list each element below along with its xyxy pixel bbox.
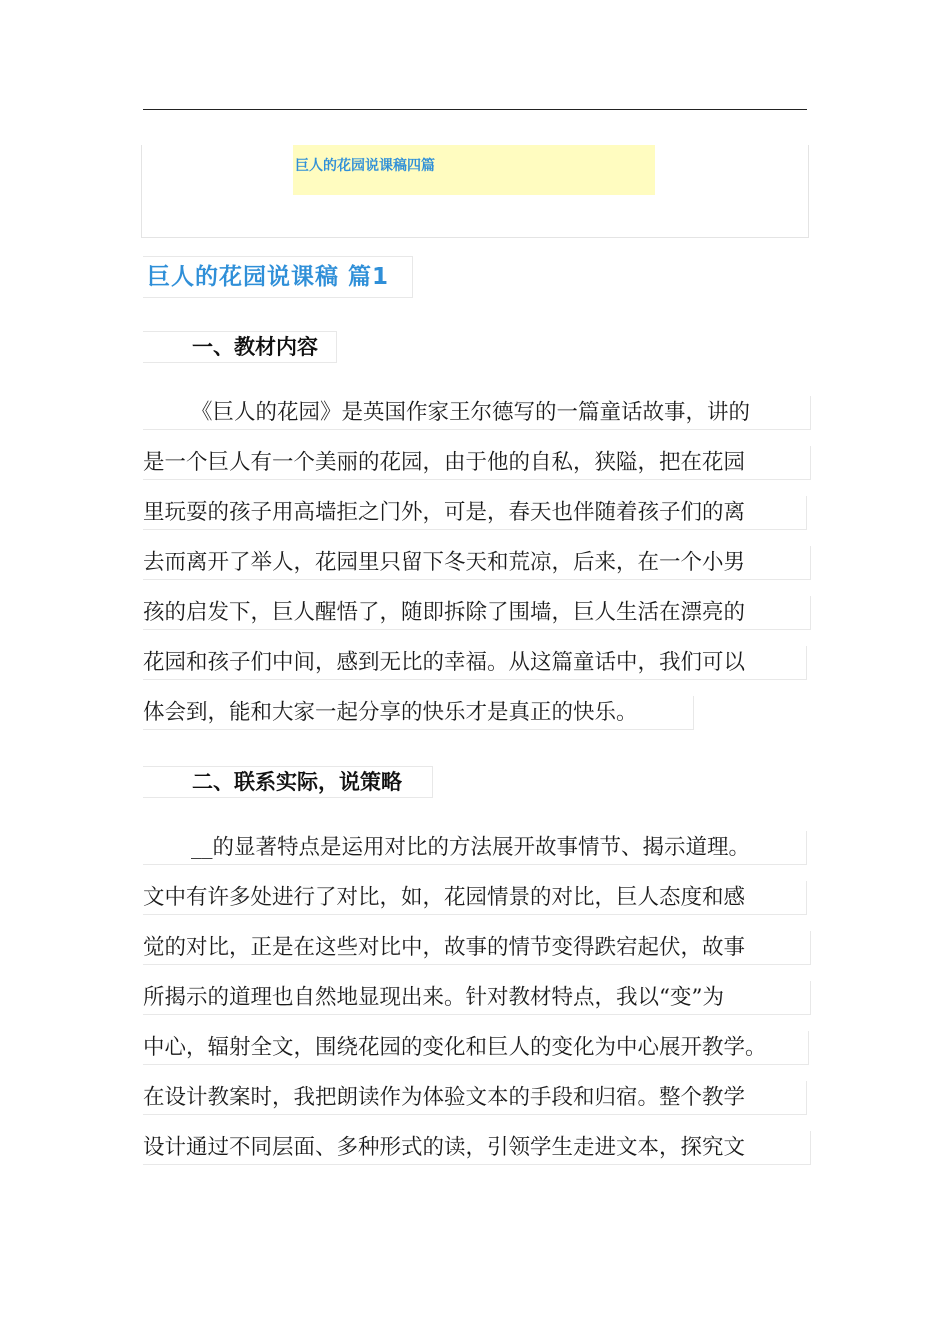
paragraph-line: 觉的对比，正是在这些对比中，故事的情节变得跌宕起伏，故事 — [143, 931, 811, 965]
heading-strategy: 二、联系实际，说策略 — [143, 766, 433, 798]
paragraph-line: 是一个巨人有一个美丽的花园，由于他的自私，狭隘，把在花园 — [143, 446, 811, 480]
section-title: 巨人的花园说课稿 篇1 — [143, 256, 413, 298]
paragraph-line: 里玩耍的孩子用高墙拒之门外，可是，春天也伴随着孩子们的离 — [143, 496, 807, 530]
paragraph-line: __的显著特点是运用对比的方法展开故事情节、揭示道理。 — [143, 831, 807, 865]
paragraph-line: 设计通过不同层面、多种形式的读，引领学生走进文本，探究文 — [143, 1131, 811, 1165]
paragraph-line: 在设计教案时，我把朗读作为体验文本的手段和归宿。整个教学 — [143, 1081, 807, 1115]
paragraph-line: 所揭示的道理也自然地显现出来。针对教材特点，我以“变”为 — [143, 981, 811, 1015]
paragraph-line: 去而离开了举人，花园里只留下冬天和荒凉，后来，在一个小男 — [143, 546, 811, 580]
paragraph-line: 花园和孩子们中间，感到无比的幸福。从这篇童话中，我们可以 — [143, 646, 807, 680]
paragraph-line: 孩的启发下，巨人醒悟了，随即拆除了围墙，巨人生活在漂亮的 — [143, 596, 811, 630]
paragraph-line: 体会到，能和大家一起分享的快乐才是真正的快乐。 — [143, 696, 694, 730]
top-rule — [143, 109, 807, 110]
paragraph-line: 文中有许多处进行了对比，如，花园情景的对比，巨人态度和感 — [143, 881, 807, 915]
heading-teaching-content: 一、教材内容 — [143, 331, 337, 363]
paragraph-line: 中心，辐射全文，围绕花园的变化和巨人的变化为中心展开教学。 — [143, 1031, 809, 1065]
paragraph-line: 《巨人的花园》是英国作家王尔德写的一篇童话故事，讲的 — [143, 396, 811, 430]
document-header-title: 巨人的花园说课稿四篇 — [293, 145, 655, 195]
